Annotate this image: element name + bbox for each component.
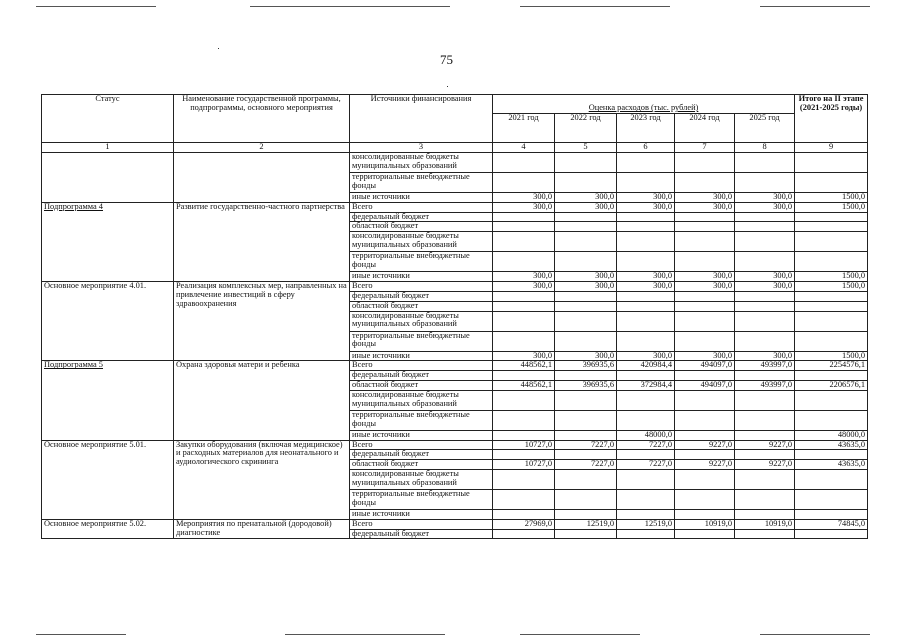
source-cell: консолидированные бюджеты муниципальных образований bbox=[350, 153, 493, 173]
year-value-cell bbox=[735, 311, 795, 331]
status-cell: Подпрограмма 4 bbox=[42, 202, 174, 281]
year-value-cell bbox=[735, 232, 795, 252]
table-row bbox=[42, 361, 868, 371]
year-value-cell: 10727,0 bbox=[493, 460, 555, 470]
source-cell: Всего bbox=[350, 202, 493, 212]
scan-edge-rule bbox=[36, 6, 156, 7]
year-value-cell bbox=[555, 331, 617, 351]
year-value-cell bbox=[555, 311, 617, 331]
year-value-cell bbox=[675, 311, 735, 331]
year-value-cell: 300,0 bbox=[735, 202, 795, 212]
header-source: Источники финансирования bbox=[350, 95, 493, 143]
year-value-cell bbox=[617, 301, 675, 311]
column-number: 1 bbox=[42, 143, 174, 153]
source-cell: федеральный бюджет bbox=[350, 371, 493, 381]
year-value-cell: 7227,0 bbox=[555, 460, 617, 470]
total-value-cell bbox=[795, 510, 868, 520]
total-value-cell: 1500,0 bbox=[795, 202, 868, 212]
year-value-cell bbox=[675, 212, 735, 222]
year-value-cell bbox=[555, 252, 617, 272]
total-value-cell bbox=[795, 222, 868, 232]
source-cell: иные источники bbox=[350, 272, 493, 282]
total-value-cell: 48000,0 bbox=[795, 430, 868, 440]
year-value-cell bbox=[493, 291, 555, 301]
total-value-cell bbox=[795, 390, 868, 410]
scan-edge-rule bbox=[250, 6, 450, 7]
year-value-cell bbox=[555, 301, 617, 311]
column-number: 6 bbox=[617, 143, 675, 153]
year-value-cell bbox=[735, 390, 795, 410]
source-cell: территориальные внебюджетные фонды bbox=[350, 252, 493, 272]
total-value-cell bbox=[795, 529, 868, 539]
year-value-cell bbox=[493, 510, 555, 520]
year-value-cell bbox=[555, 529, 617, 539]
scan-edge-rule bbox=[285, 634, 445, 635]
total-value-cell: 2254576,1 bbox=[795, 361, 868, 371]
year-value-cell bbox=[617, 311, 675, 331]
source-cell: территориальные внебюджетные фонды bbox=[350, 490, 493, 510]
year-value-cell bbox=[675, 252, 735, 272]
year-value-cell: 448562,1 bbox=[493, 361, 555, 371]
name-cell: Охрана здоровья матери и ребенка bbox=[174, 361, 350, 440]
year-value-cell bbox=[735, 173, 795, 193]
year-value-cell: 493997,0 bbox=[735, 361, 795, 371]
year-value-cell bbox=[617, 232, 675, 252]
year-value-cell bbox=[735, 371, 795, 381]
name-cell: Закупки оборудования (включая медицинское) и расходных материалов для неонатального и аудиологического скрининга bbox=[174, 440, 350, 519]
source-cell: консолидированные бюджеты муниципальных образований bbox=[350, 311, 493, 331]
year-value-cell: 300,0 bbox=[735, 282, 795, 292]
year-value-cell bbox=[675, 301, 735, 311]
year-value-cell: 300,0 bbox=[617, 272, 675, 282]
source-cell: иные источники bbox=[350, 193, 493, 203]
column-number: 4 bbox=[493, 143, 555, 153]
source-cell: областной бюджет bbox=[350, 222, 493, 232]
source-cell: областной бюджет bbox=[350, 301, 493, 311]
total-value-cell bbox=[795, 252, 868, 272]
year-value-cell bbox=[493, 153, 555, 173]
total-value-cell bbox=[795, 450, 868, 460]
year-value-cell bbox=[675, 371, 735, 381]
source-cell: иные источники bbox=[350, 510, 493, 520]
year-value-cell bbox=[735, 222, 795, 232]
year-value-cell: 300,0 bbox=[493, 193, 555, 203]
year-value-cell bbox=[555, 222, 617, 232]
year-value-cell bbox=[493, 470, 555, 490]
year-value-cell: 300,0 bbox=[555, 193, 617, 203]
year-value-cell bbox=[493, 390, 555, 410]
header-estimate: Оценка расходов (тыс. рублей) bbox=[493, 95, 795, 114]
year-value-cell bbox=[735, 212, 795, 222]
year-value-cell bbox=[493, 490, 555, 510]
year-value-cell bbox=[555, 291, 617, 301]
source-cell: федеральный бюджет bbox=[350, 529, 493, 539]
year-value-cell: 7227,0 bbox=[555, 440, 617, 450]
status-cell: Основное мероприятие 5.02. bbox=[42, 519, 174, 539]
source-cell: иные источники bbox=[350, 351, 493, 361]
year-value-cell: 9227,0 bbox=[735, 440, 795, 450]
year-value-cell bbox=[617, 510, 675, 520]
year-value-cell bbox=[675, 291, 735, 301]
year-value-cell bbox=[617, 470, 675, 490]
year-value-cell: 300,0 bbox=[675, 282, 735, 292]
year-value-cell bbox=[493, 252, 555, 272]
year-value-cell: 494097,0 bbox=[675, 361, 735, 371]
year-value-cell bbox=[555, 153, 617, 173]
year-value-cell: 300,0 bbox=[735, 351, 795, 361]
year-value-cell bbox=[735, 490, 795, 510]
source-cell: областной бюджет bbox=[350, 460, 493, 470]
year-value-cell bbox=[735, 450, 795, 460]
year-value-cell bbox=[493, 232, 555, 252]
total-value-cell: 43635,0 bbox=[795, 440, 868, 450]
name-cell bbox=[174, 153, 350, 203]
year-value-cell bbox=[555, 371, 617, 381]
year-value-cell: 9227,0 bbox=[735, 460, 795, 470]
header-row bbox=[42, 95, 868, 114]
year-value-cell bbox=[555, 510, 617, 520]
scan-edge-rule bbox=[520, 6, 670, 7]
year-value-cell: 300,0 bbox=[675, 202, 735, 212]
total-value-cell: 1500,0 bbox=[795, 282, 868, 292]
table-row bbox=[42, 282, 868, 292]
year-value-cell: 300,0 bbox=[735, 272, 795, 282]
year-value-cell bbox=[555, 490, 617, 510]
year-value-cell bbox=[675, 430, 735, 440]
column-number: 7 bbox=[675, 143, 735, 153]
total-value-cell bbox=[795, 490, 868, 510]
year-value-cell bbox=[675, 222, 735, 232]
year-value-cell bbox=[617, 153, 675, 173]
year-value-cell: 300,0 bbox=[493, 202, 555, 212]
year-value-cell bbox=[555, 232, 617, 252]
source-cell: консолидированные бюджеты муниципальных образований bbox=[350, 390, 493, 410]
column-number: 3 bbox=[350, 143, 493, 153]
year-value-cell bbox=[555, 390, 617, 410]
header-year: 2024 год bbox=[675, 114, 735, 143]
year-value-cell: 300,0 bbox=[493, 282, 555, 292]
year-value-cell bbox=[735, 331, 795, 351]
year-value-cell bbox=[617, 490, 675, 510]
year-value-cell: 300,0 bbox=[555, 351, 617, 361]
year-value-cell bbox=[555, 212, 617, 222]
year-value-cell: 12519,0 bbox=[617, 519, 675, 529]
scan-edge-rule bbox=[760, 634, 870, 635]
total-value-cell bbox=[795, 301, 868, 311]
header-year: 2023 год bbox=[617, 114, 675, 143]
column-number: 8 bbox=[735, 143, 795, 153]
year-value-cell bbox=[675, 153, 735, 173]
scan-edge-rule bbox=[760, 6, 870, 7]
year-value-cell: 9227,0 bbox=[675, 440, 735, 450]
year-value-cell: 300,0 bbox=[617, 282, 675, 292]
year-value-cell bbox=[555, 410, 617, 430]
name-cell: Развитие государственно-частного партнерства bbox=[174, 202, 350, 281]
scan-edge-rule bbox=[520, 634, 640, 635]
year-value-cell: 300,0 bbox=[617, 351, 675, 361]
header-year: 2022 год bbox=[555, 114, 617, 143]
total-value-cell: 1500,0 bbox=[795, 351, 868, 361]
year-value-cell bbox=[555, 430, 617, 440]
year-value-cell: 300,0 bbox=[735, 193, 795, 203]
year-value-cell bbox=[617, 371, 675, 381]
year-value-cell bbox=[735, 510, 795, 520]
total-value-cell: 1500,0 bbox=[795, 272, 868, 282]
source-cell: консолидированные бюджеты муниципальных образований bbox=[350, 232, 493, 252]
header-total: Итого на II этапе (2021-2025 годы) bbox=[795, 95, 868, 143]
year-value-cell: 396935,6 bbox=[555, 380, 617, 390]
source-cell: федеральный бюджет bbox=[350, 450, 493, 460]
total-value-cell bbox=[795, 470, 868, 490]
source-cell: территориальные внебюджетные фонды bbox=[350, 173, 493, 193]
year-value-cell bbox=[493, 212, 555, 222]
source-cell: Всего bbox=[350, 282, 493, 292]
total-value-cell bbox=[795, 410, 868, 430]
year-value-cell bbox=[675, 470, 735, 490]
year-value-cell bbox=[617, 410, 675, 430]
source-cell: Всего bbox=[350, 519, 493, 529]
year-value-cell: 300,0 bbox=[493, 272, 555, 282]
year-value-cell: 448562,1 bbox=[493, 380, 555, 390]
year-value-cell bbox=[735, 430, 795, 440]
table-body bbox=[42, 153, 868, 539]
column-number: 9 bbox=[795, 143, 868, 153]
year-value-cell bbox=[493, 301, 555, 311]
total-value-cell bbox=[795, 212, 868, 222]
year-value-cell: 493997,0 bbox=[735, 380, 795, 390]
year-value-cell bbox=[617, 222, 675, 232]
source-cell: областной бюджет bbox=[350, 380, 493, 390]
year-value-cell bbox=[493, 430, 555, 440]
header-year: 2021 год bbox=[493, 114, 555, 143]
source-cell: Всего bbox=[350, 440, 493, 450]
year-value-cell bbox=[493, 450, 555, 460]
year-value-cell bbox=[617, 252, 675, 272]
header-name: Наименование государственной программы, подпрограммы, основного мероприятия bbox=[174, 95, 350, 143]
year-value-cell: 396935,6 bbox=[555, 361, 617, 371]
header-status: Статус bbox=[42, 95, 174, 143]
year-value-cell bbox=[493, 331, 555, 351]
year-value-cell bbox=[555, 470, 617, 490]
table-row bbox=[42, 153, 868, 173]
year-value-cell: 300,0 bbox=[675, 193, 735, 203]
source-cell: территориальные внебюджетные фонды bbox=[350, 331, 493, 351]
year-value-cell bbox=[675, 529, 735, 539]
source-cell: консолидированные бюджеты муниципальных образований bbox=[350, 470, 493, 490]
year-value-cell: 494097,0 bbox=[675, 380, 735, 390]
year-value-cell bbox=[493, 371, 555, 381]
status-cell bbox=[42, 153, 174, 203]
source-cell: иные источники bbox=[350, 430, 493, 440]
year-value-cell bbox=[617, 173, 675, 193]
year-value-cell bbox=[617, 212, 675, 222]
page-number: 75 bbox=[440, 52, 453, 67]
year-value-cell: 9227,0 bbox=[675, 460, 735, 470]
year-value-cell bbox=[555, 173, 617, 193]
year-value-cell bbox=[617, 390, 675, 410]
year-value-cell bbox=[675, 510, 735, 520]
year-value-cell bbox=[493, 529, 555, 539]
year-value-cell: 300,0 bbox=[675, 272, 735, 282]
year-value-cell bbox=[735, 291, 795, 301]
year-value-cell bbox=[617, 450, 675, 460]
status-cell: Подпрограмма 5 bbox=[42, 361, 174, 440]
year-value-cell: 7227,0 bbox=[617, 440, 675, 450]
year-value-cell: 300,0 bbox=[493, 351, 555, 361]
year-value-cell bbox=[617, 331, 675, 351]
total-value-cell: 2206576,1 bbox=[795, 380, 868, 390]
source-cell: федеральный бюджет bbox=[350, 291, 493, 301]
total-value-cell bbox=[795, 291, 868, 301]
year-value-cell: 7227,0 bbox=[617, 460, 675, 470]
year-value-cell: 420984,4 bbox=[617, 361, 675, 371]
total-value-cell bbox=[795, 371, 868, 381]
status-cell: Основное мероприятие 5.01. bbox=[42, 440, 174, 519]
name-cell: Мероприятия по пренатальной (дородовой) диагностике bbox=[174, 519, 350, 539]
name-cell: Реализация комплексных мер, направленных на привлечение инвестиций в сферу здравоохранения bbox=[174, 282, 350, 361]
scan-speck bbox=[447, 86, 448, 87]
total-value-cell bbox=[795, 153, 868, 173]
total-value-cell bbox=[795, 232, 868, 252]
year-value-cell bbox=[675, 390, 735, 410]
scan-edge-rule bbox=[36, 634, 126, 635]
year-value-cell: 300,0 bbox=[555, 282, 617, 292]
year-value-cell: 300,0 bbox=[675, 351, 735, 361]
year-value-cell bbox=[493, 410, 555, 430]
header-year: 2025 год bbox=[735, 114, 795, 143]
column-number: 5 bbox=[555, 143, 617, 153]
year-value-cell: 12519,0 bbox=[555, 519, 617, 529]
scan-speck bbox=[218, 48, 219, 49]
year-value-cell bbox=[735, 470, 795, 490]
year-value-cell: 372984,4 bbox=[617, 380, 675, 390]
year-value-cell bbox=[735, 301, 795, 311]
total-value-cell: 43635,0 bbox=[795, 460, 868, 470]
total-value-cell bbox=[795, 173, 868, 193]
source-cell: Всего bbox=[350, 361, 493, 371]
year-value-cell: 48000,0 bbox=[617, 430, 675, 440]
status-cell: Основное мероприятие 4.01. bbox=[42, 282, 174, 361]
year-value-cell: 300,0 bbox=[555, 202, 617, 212]
table-row bbox=[42, 440, 868, 450]
table-row bbox=[42, 202, 868, 212]
column-number: 2 bbox=[174, 143, 350, 153]
year-value-cell bbox=[675, 331, 735, 351]
year-value-cell: 300,0 bbox=[555, 272, 617, 282]
financing-table bbox=[41, 94, 868, 539]
year-value-cell bbox=[555, 450, 617, 460]
year-value-cell bbox=[735, 153, 795, 173]
year-value-cell bbox=[675, 232, 735, 252]
source-cell: федеральный бюджет bbox=[350, 212, 493, 222]
year-value-cell bbox=[493, 173, 555, 193]
total-value-cell: 1500,0 bbox=[795, 193, 868, 203]
year-value-cell bbox=[617, 291, 675, 301]
table-row bbox=[42, 519, 868, 529]
year-value-cell bbox=[735, 410, 795, 430]
year-value-cell: 300,0 bbox=[617, 193, 675, 203]
total-value-cell bbox=[795, 331, 868, 351]
total-value-cell bbox=[795, 311, 868, 331]
year-value-cell bbox=[675, 490, 735, 510]
year-value-cell: 300,0 bbox=[617, 202, 675, 212]
total-value-cell: 74845,0 bbox=[795, 519, 868, 529]
year-value-cell bbox=[493, 222, 555, 232]
year-value-cell bbox=[617, 529, 675, 539]
column-numbers-row bbox=[42, 143, 868, 153]
year-value-cell bbox=[735, 252, 795, 272]
year-value-cell bbox=[735, 529, 795, 539]
year-value-cell: 10727,0 bbox=[493, 440, 555, 450]
year-value-cell bbox=[675, 450, 735, 460]
year-value-cell: 27969,0 bbox=[493, 519, 555, 529]
year-value-cell: 10919,0 bbox=[675, 519, 735, 529]
year-value-cell bbox=[675, 410, 735, 430]
year-value-cell: 10919,0 bbox=[735, 519, 795, 529]
year-value-cell bbox=[675, 173, 735, 193]
source-cell: территориальные внебюджетные фонды bbox=[350, 410, 493, 430]
year-value-cell bbox=[493, 311, 555, 331]
